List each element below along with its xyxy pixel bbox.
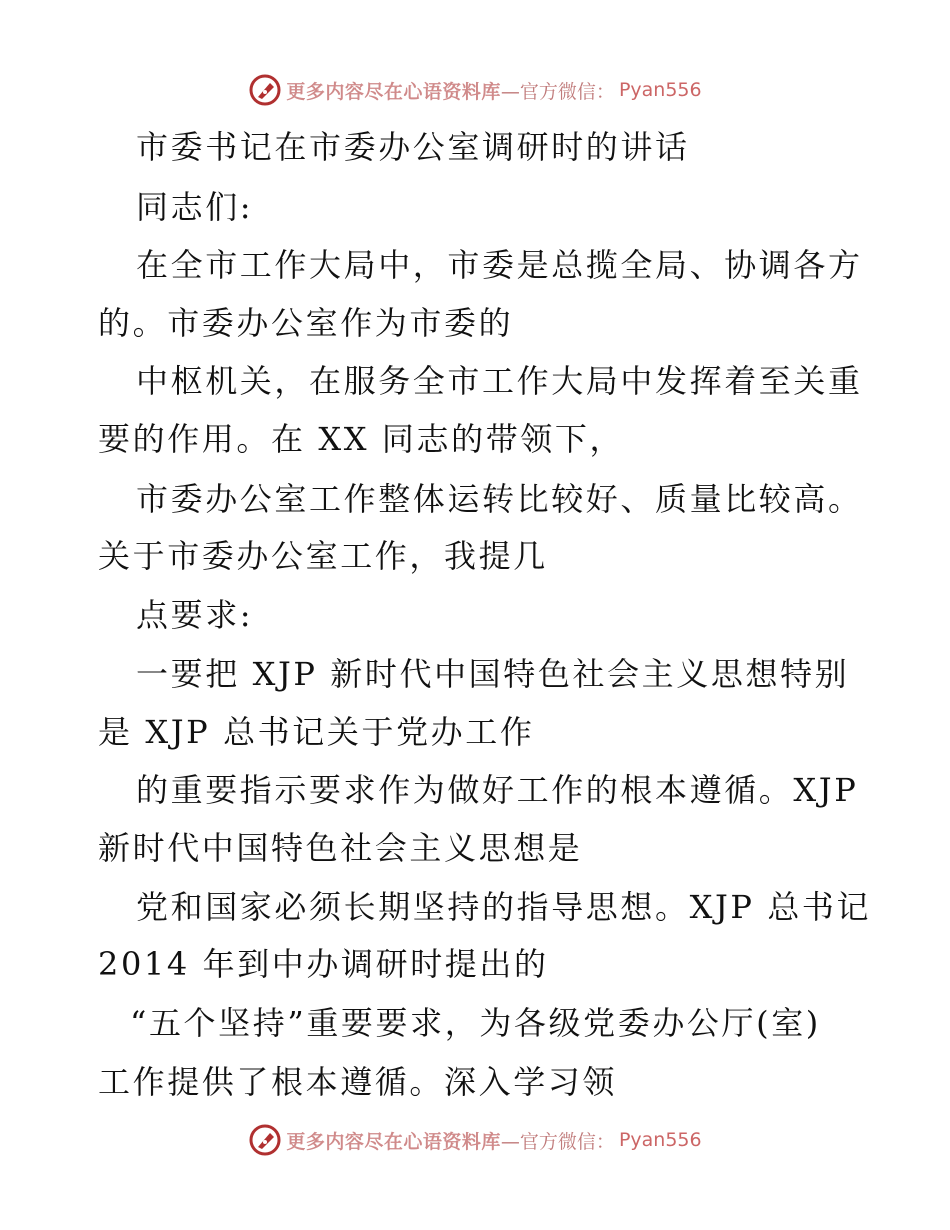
paragraph-line: 新时代中国特色社会主义思想是 — [98, 829, 583, 867]
paragraph-line: 工作提供了根本遵循。深入学习领 — [98, 1063, 618, 1101]
watermark-account: Pyan556 — [618, 79, 702, 101]
document-title: 市委书记在市委办公室调研时的讲话 — [136, 128, 690, 166]
paragraph-line: “五个坚持”重要要求，为各级党委办公厅(室) — [130, 1004, 821, 1042]
watermark-text: 更多内容尽在心语资料库 — [286, 1130, 501, 1153]
paragraph-line: 中枢机关，在服务全市工作大局中发挥着至关重 — [136, 362, 863, 400]
paragraph-line: 的。市委办公室作为市委的 — [98, 304, 514, 342]
paragraph-line: 是 XJP 总书记关于党办工作 — [98, 713, 535, 751]
footer-watermark — [0, 1120, 950, 1160]
paragraph-line: 要的作用。在 XX 同志的带领下， — [98, 420, 625, 458]
paragraph-line: 党和国家必须长期坚持的指导思想。XJP 总书记 — [136, 888, 872, 926]
paragraph-line: 点要求: — [136, 596, 254, 634]
watermark-text: 更多内容尽在心语资料库 — [286, 80, 501, 103]
paragraph-line: 一要把 XJP 新时代中国特色社会主义思想特别 — [136, 655, 850, 693]
paragraph-line: 关于市委办公室工作，我提几 — [98, 537, 548, 575]
watermark-account: Pyan556 — [618, 1129, 702, 1151]
paragraph-line: 市委办公室工作整体运转比较好、质量比较高。 — [136, 480, 863, 518]
paragraph-line: 2014 年到中办调研时提出的 — [98, 945, 549, 983]
paragraph-line: 的重要指示要求作为做好工作的根本遵循。XJP — [136, 771, 859, 809]
watermark-separator: —官方微信： — [500, 1130, 615, 1153]
watermark-separator: —官方微信： — [500, 80, 615, 103]
paragraph-line: 在全市工作大局中，市委是总揽全局、协调各方 — [136, 246, 863, 284]
pen-nib-logo-icon — [248, 1123, 282, 1157]
paragraph-line: 同志们: — [136, 188, 254, 226]
